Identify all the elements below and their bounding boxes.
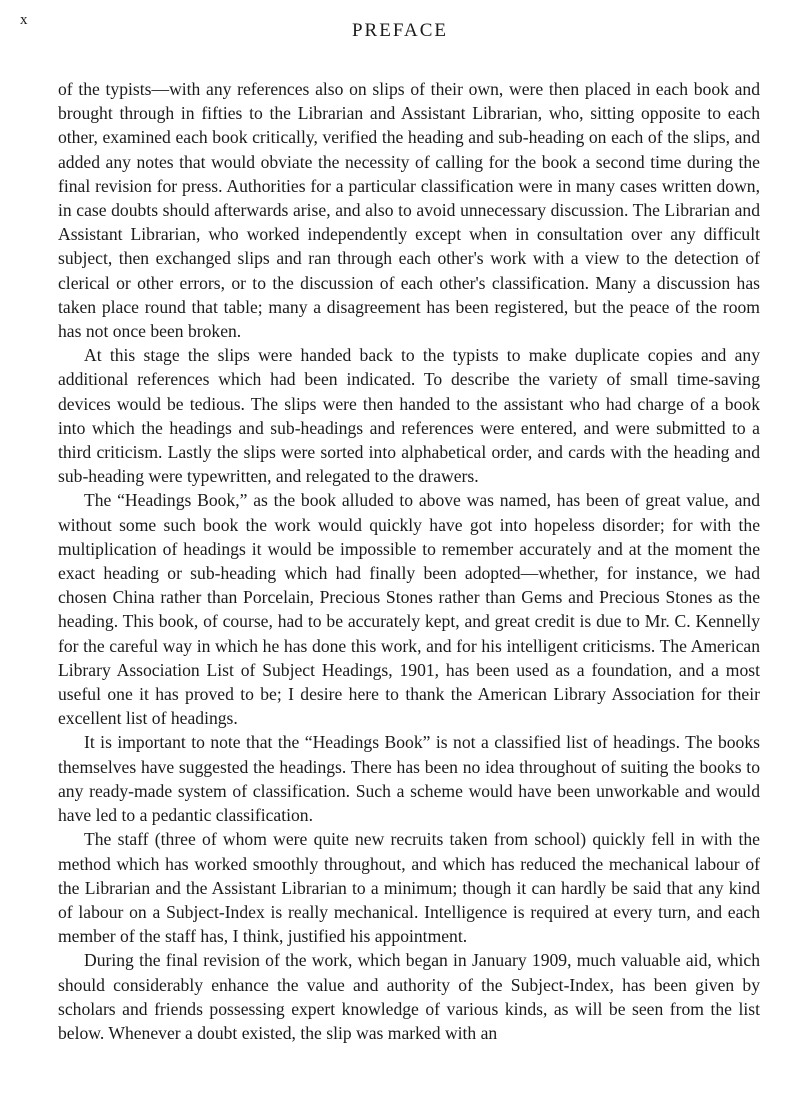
paragraph: of the typists—with any references also on slips of their own, were then placed in each book and brought through in fifties to the Librarian and Assistant Librarian, who, sitting opposite to each other, examined each book critically, verified the heading and sub-heading on each of the slips, and added any notes that would obviate the necessity of calling for the book a second time during the final revision for press. Authorities for a particular classification were in many cases written down, in case doubts should afterwards arise, and also to avoid unnecessary discussion. The Librarian and Assistant Librarian, who worked independently except when in consultation over any difficult subject, then exchanged slips and ran through each other's work with a view to the detection of clerical or other errors, or to the discussion of each other's classification. Many a discussion has taken place round that table; many a disagreement has been registered, but the peace of the room has not once been broken. <box>58 79 760 342</box>
paragraph: It is important to note that the “Headings Book” is not a classified list of headings. The books themselves have suggested the headings. There has been no idea throughout of suiting the books to any ready-made system of classification. Such a scheme would have been unworkable and would have led to a pedantic classification. <box>58 732 760 826</box>
body-text <box>58 77 760 1045</box>
paragraph: The “Headings Book,” as the book alluded to above was named, has been of great value, and without some such book the work would quickly have got into hopeless disorder; for with the multiplication of headings it would be impossible to remember accurately and at the moment the exact heading or sub-heading which had finally been adopted—whether, for instance, we had chosen China rather than Porcelain, Precious Stones rather than Gems and Precious Stones as the heading. This book, of course, had to be accurately kept, and great credit is due to Mr. C. Kennelly for the careful way in which he has done this work, and for his intelligent criticisms. The American Library Association List of Subject Headings, 1901, has been used as a foundation, and a most useful one it has proved to be; I desire here to thank the American Library Association for their excellent list of headings. <box>58 490 760 729</box>
paragraph: At this stage the slips were handed back to the typists to make duplicate copies and any additional references which had been indicated. To describe the variety of small time-saving devices would be tedious. The slips were then handed to the assistant who had charge of a book into which the headings and sub-headings and references were entered, and were submitted to a third criticism. Lastly the slips were sorted into alphabetical order, and cards with the heading and sub-heading were typewritten, and relegated to the drawers. <box>58 345 760 487</box>
page-number: x <box>20 12 29 28</box>
paragraph: During the final revision of the work, which began in January 1909, much valuable aid, which should considerably enhance the value and authority of the Subject-Index, has been given by scholars and friends possessing expert knowledge of various kinds, as will be seen from the list below. Whenever a doubt existed, the slip was marked with an <box>58 950 760 1043</box>
running-head: PREFACE <box>351 20 448 41</box>
paragraph: The staff (three of whom were quite new recruits taken from school) quickly fell in with the method which has worked smoothly throughout, and which has reduced the mechanical labour of the Librarian and the Assistant Librarian to a minimum; though it can hardly be said that any kind of labour on a Subject-Index is really mechanical. Intelligence is required at every turn, and each member of the staff has, I think, justified his appointment. <box>58 829 760 947</box>
